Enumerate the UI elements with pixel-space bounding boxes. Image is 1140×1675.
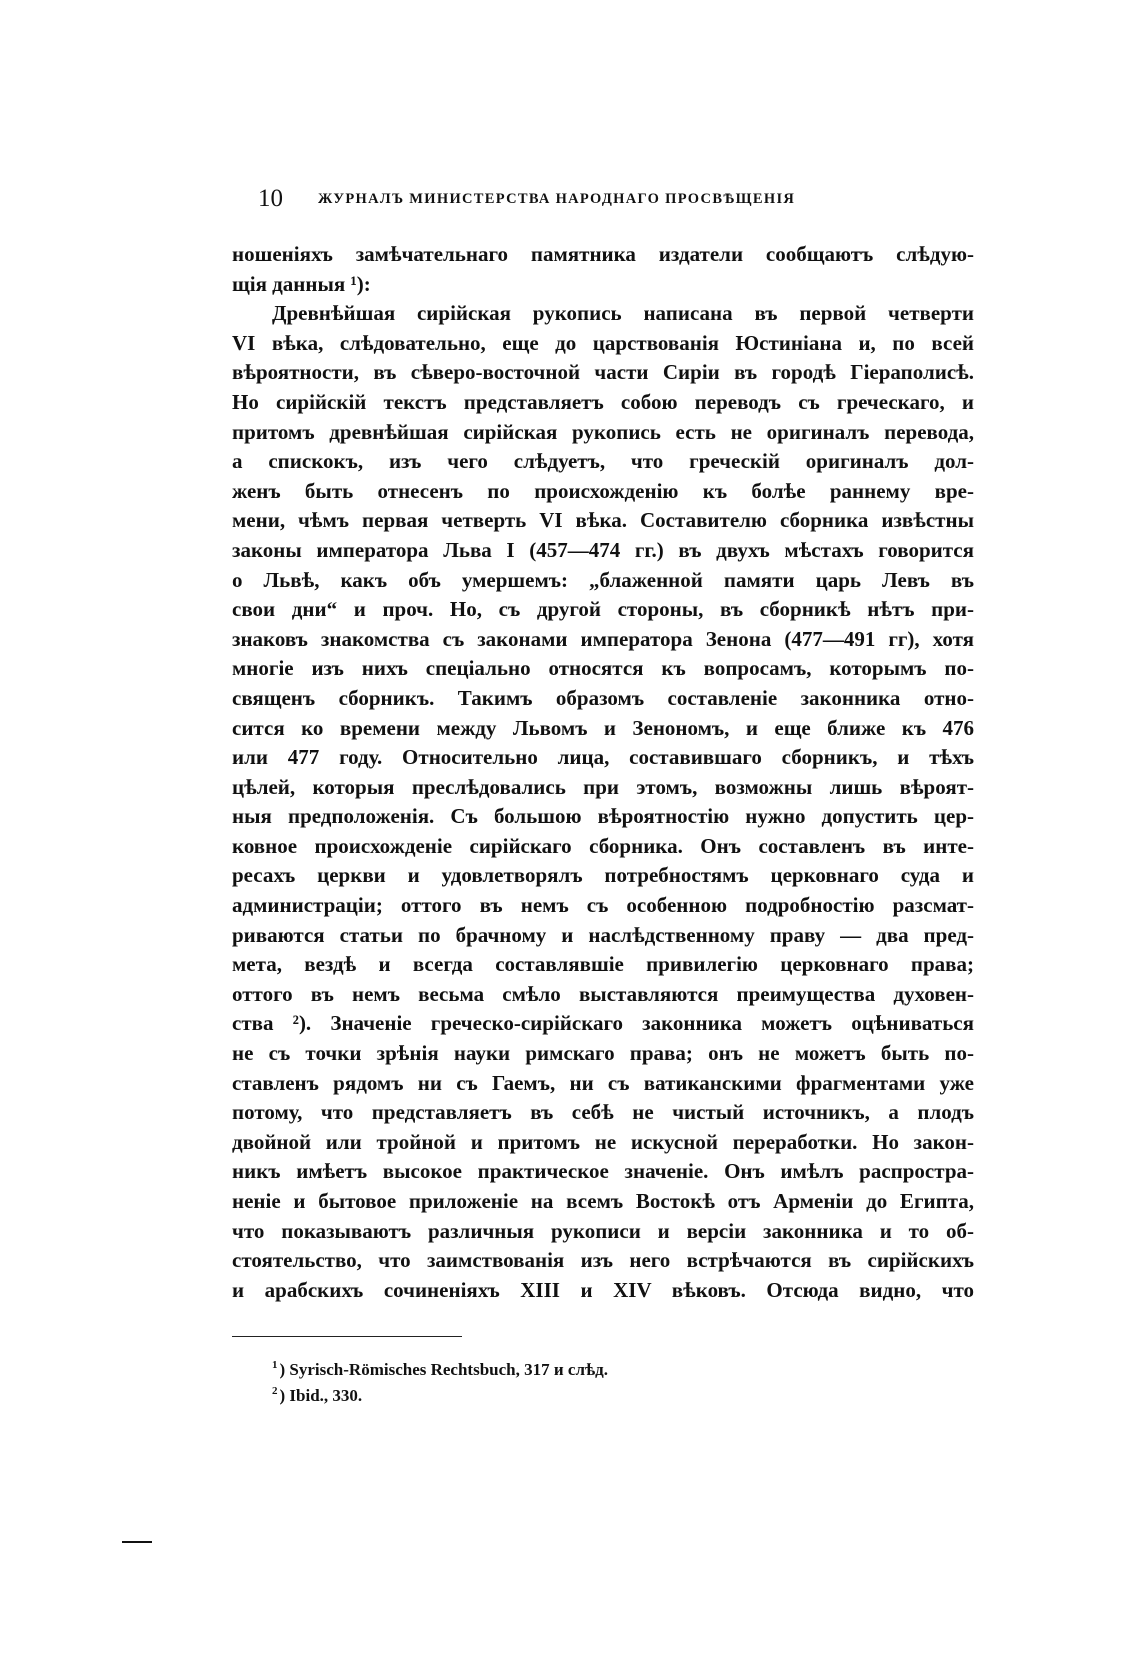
running-title: ЖУРНАЛЪ МИНИСТЕРСТВА НАРОДНАГО ПРОСВѢЩЕНІЯ: [318, 191, 796, 207]
text-line: двойной или тройной и притомъ не искусной переработки. Но закон-: [232, 1129, 974, 1154]
text-line: оттого въ немъ весьма смѣло выставляются преимущества духовен-: [232, 981, 974, 1006]
text-line: Но сирійскій текстъ представляетъ собою переводъ съ греческаго, и: [232, 389, 974, 414]
text-line: а спискокъ, изъ чего слѣдуетъ, что греческій оригиналъ дол-: [232, 449, 974, 474]
text-line: знаковъ знакомства съ законами императора Зенона (477—491 гг), хотя: [232, 626, 974, 651]
scan-artifact-dash: [122, 1541, 152, 1543]
text-line: потому, что представляетъ въ себѣ не чистый источникъ, а плодъ: [232, 1100, 974, 1125]
text-line: свои дни“ и проч. Но, съ другой стороны, въ сборникѣ нѣтъ при-: [232, 597, 974, 622]
text-line: риваются статьи по брачному и наслѣдственному праву — два пред-: [232, 922, 974, 947]
text-line: сится ко времени между Львомъ и Зенономъ, и еще ближе къ 476: [232, 715, 974, 740]
text-line: цѣлей, которыя преслѣдовались при этомъ, возможны лишь вѣроят-: [232, 774, 974, 799]
text-line: притомъ древнѣйшая сирійская рукопись есть не оригиналъ перевода,: [232, 419, 974, 444]
footnote-text: ) Syrisch-Römisches Rechtsbuch, 317 и слѣд.: [279, 1360, 609, 1379]
footnote-2: [272, 1383, 972, 1409]
footnotes: [272, 1357, 972, 1409]
text-line: законы императора Льва I (457—474 гг.) въ двухъ мѣстахъ говорится: [232, 537, 974, 562]
page-header: [258, 185, 978, 215]
page-number: 10: [258, 185, 283, 212]
text-line: вѣроятности, въ сѣверо-восточной части Сиріи въ городѣ Гіераполисѣ.: [232, 360, 974, 385]
footnote-divider: [232, 1336, 462, 1337]
text-line: многіе изъ нихъ спеціально относятся къ вопросамъ, которымъ по-: [232, 656, 974, 681]
text-line: священъ сборникъ. Такимъ образомъ составленіе законника отно-: [232, 685, 974, 710]
footnote-mark: 1: [272, 1359, 278, 1372]
text-line: никъ имѣетъ высокое практическое значеніе. Онъ имѣлъ распростра-: [232, 1159, 974, 1184]
text-line: ресахъ церкви и удовлетворялъ потребностямъ церковнаго суда и: [232, 863, 974, 888]
text-line: ношеніяхъ замѣчательнаго памятника издатели сообщаютъ слѣдую-: [232, 242, 974, 266]
text-line: что показываютъ различныя рукописи и версіи законника и то об-: [232, 1218, 974, 1243]
text-line: ства ²). Значеніе греческо-сирійскаго законника можетъ оцѣниваться: [232, 1011, 974, 1036]
text-line: щія данныя ¹):: [232, 271, 371, 296]
text-line: VI вѣка, слѣдовательно, еще до царствованія Юстиніана и, по всей: [232, 330, 974, 355]
footnote-text: ) Ibid., 330.: [279, 1386, 363, 1405]
text-line: мета, вездѣ и всегда составлявшіе привилегію церковнаго права;: [232, 952, 974, 977]
footnote-1: [272, 1357, 972, 1383]
text-line: ныя предположенія. Съ большою вѣроятностію нужно допустить цер-: [232, 804, 974, 829]
text-line: о Львѣ, какъ объ умершемъ: „блаженной памяти царь Левъ въ: [232, 567, 974, 592]
text-line: Древнѣйшая сирійская рукопись написана въ первой четверти: [272, 301, 974, 326]
text-line: женъ быть отнесенъ по происхожденію къ болѣе раннему вре-: [232, 478, 974, 503]
text-line: и арабскихъ сочиненіяхъ XIII и XIV вѣковъ. Отсюда видно, что: [232, 1277, 974, 1302]
text-line: неніе и бытовое приложеніе на всемъ Востокѣ отъ Арменіи до Египта,: [232, 1189, 974, 1213]
text-line: администраціи; оттого въ немъ съ особенною подробностію разсмат-: [232, 893, 974, 918]
text-line: или 477 году. Относительно лица, составившаго сборникъ, и тѣхъ: [232, 745, 974, 770]
text-line: стоятельство, что заимствованія изъ него встрѣчаются въ сирійскихъ: [232, 1248, 974, 1273]
text-line: ставленъ рядомъ ни съ Гаемъ, ни съ ватиканскими фрагментами уже: [232, 1070, 974, 1095]
text-line: ковное происхожденіе сирійскаго сборника. Онъ составленъ въ инте-: [232, 833, 974, 858]
text-line: не съ точки зрѣнія науки римскаго права; онъ не можетъ быть по-: [232, 1041, 974, 1066]
body-text: [232, 240, 974, 1305]
text-line: мени, чѣмъ первая четверть VI вѣка. Составителю сборника извѣстны: [232, 508, 974, 533]
footnote-mark: 2: [272, 1385, 278, 1398]
